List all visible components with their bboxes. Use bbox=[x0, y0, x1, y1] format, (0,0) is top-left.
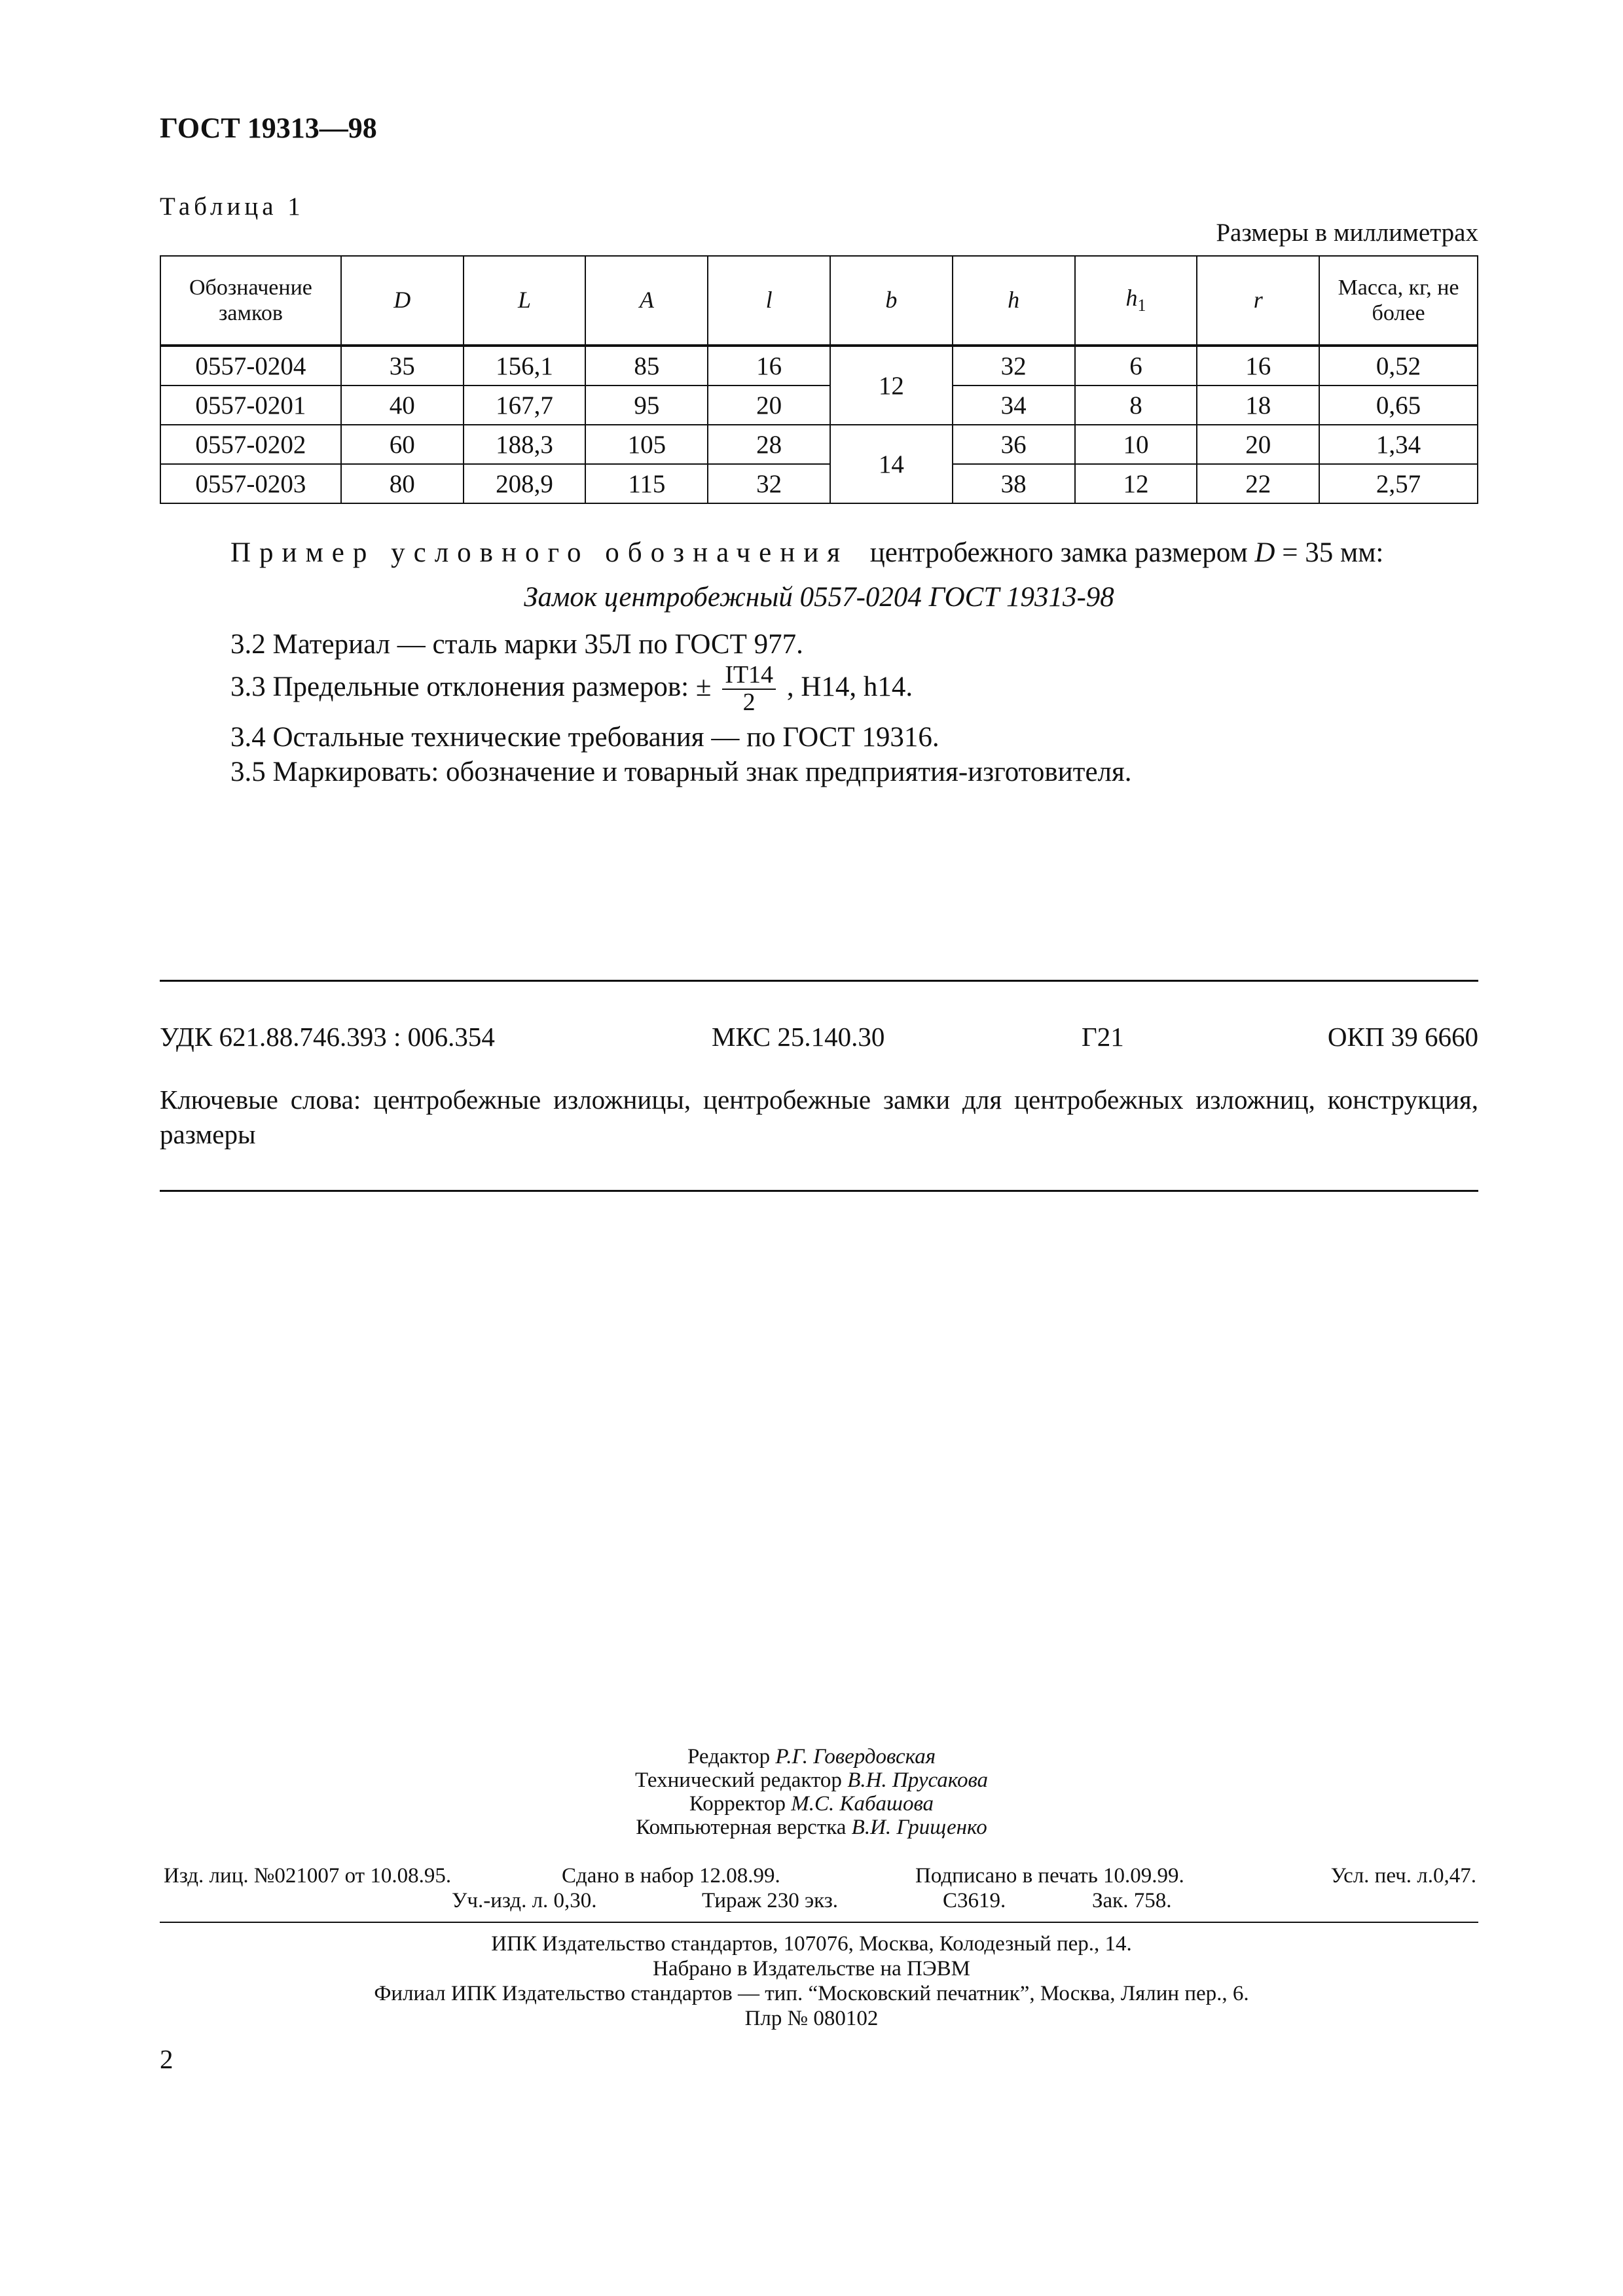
staff-corrector bbox=[0, 1792, 1623, 1816]
designation-example bbox=[230, 537, 1383, 569]
mks-code: МКС 25.140.30 bbox=[712, 1022, 885, 1052]
cell-designation: 0557-0203 bbox=[160, 464, 341, 503]
divider-bottom bbox=[160, 1190, 1478, 1192]
corrector-name: М.С. Кабашова bbox=[791, 1792, 934, 1816]
cell-h: 32 bbox=[953, 346, 1075, 386]
cell-D: 40 bbox=[341, 386, 464, 425]
staff-editor bbox=[0, 1745, 1623, 1769]
imprint-sent: Сдано в набор 12.08.99. bbox=[562, 1864, 780, 1888]
table-header-row bbox=[160, 256, 1478, 346]
cell-h: 38 bbox=[953, 464, 1075, 503]
cell-b-group: 14 bbox=[830, 425, 953, 503]
cell-L: 156,1 bbox=[464, 346, 586, 386]
cell-h: 34 bbox=[953, 386, 1075, 425]
cell-r: 18 bbox=[1197, 386, 1319, 425]
cell-A: 95 bbox=[585, 386, 708, 425]
dimensions-table bbox=[160, 255, 1478, 504]
cell-h1: 8 bbox=[1075, 386, 1197, 425]
group-code: Г21 bbox=[1082, 1022, 1124, 1052]
h1-subscript: 1 bbox=[1137, 296, 1146, 315]
table-row bbox=[160, 464, 1478, 503]
imprint-divider bbox=[160, 1922, 1478, 1923]
example-designation: Замок центробежный 0557-0204 ГОСТ 19313-98 bbox=[524, 582, 1114, 613]
col-header-L: L bbox=[464, 256, 586, 346]
col-header-l: l bbox=[708, 256, 830, 346]
table-row bbox=[160, 346, 1478, 386]
editor-name: Р.Г. Говердовская bbox=[775, 1745, 936, 1768]
cell-l: 20 bbox=[708, 386, 830, 425]
example-text-before: центробежного замка размером bbox=[869, 537, 1248, 568]
footer-line: Плр № 080102 bbox=[744, 2007, 879, 2030]
cell-mass: 0,65 bbox=[1319, 386, 1478, 425]
cell-r: 22 bbox=[1197, 464, 1319, 503]
staff-layout bbox=[0, 1816, 1623, 1840]
cell-designation: 0557-0204 bbox=[160, 346, 341, 386]
cell-L: 208,9 bbox=[464, 464, 586, 503]
col-header-D: D bbox=[341, 256, 464, 346]
clause-3-4: 3.4 Остальные технические требования — по ГОСТ 19316. bbox=[230, 722, 939, 753]
cell-h1: 10 bbox=[1075, 425, 1197, 464]
col-header-h: h bbox=[953, 256, 1075, 346]
clause-3-3-prefix: 3.3 Предельные отклонения размеров: ± bbox=[230, 671, 712, 702]
layout-name: В.И. Грищенко bbox=[851, 1816, 987, 1839]
cell-designation: 0557-0202 bbox=[160, 425, 341, 464]
divider-top bbox=[160, 980, 1478, 982]
cell-h1: 6 bbox=[1075, 346, 1197, 386]
col-header-r: r bbox=[1197, 256, 1319, 346]
table-units-note: Размеры в миллиметрах bbox=[1216, 219, 1478, 247]
imprint-order: Зак. 758. bbox=[1092, 1889, 1172, 1912]
table-label: Таблица 1 bbox=[160, 192, 304, 221]
tech-editor-name: В.Н. Прусакова bbox=[847, 1768, 989, 1792]
clause-3-3 bbox=[230, 662, 913, 716]
imprint-license: Изд. лиц. №021007 от 10.08.95. bbox=[164, 1864, 452, 1888]
udk-code: УДК 621.88.746.393 : 006.354 bbox=[160, 1022, 495, 1052]
cell-D: 35 bbox=[341, 346, 464, 386]
cell-r: 16 bbox=[1197, 346, 1319, 386]
cell-mass: 0,52 bbox=[1319, 346, 1478, 386]
page-number: 2 bbox=[160, 2044, 173, 2074]
footer-line: ИПК Издательство стандартов, 107076, Москва, Колодезный пер., 14. bbox=[491, 1932, 1132, 1956]
example-lead: Пример условного обозначения bbox=[230, 537, 849, 568]
cell-b-group: 12 bbox=[830, 346, 953, 425]
example-symbol: D bbox=[1254, 537, 1275, 568]
imprint-print-sheets: Усл. печ. л.0,47. bbox=[1330, 1864, 1476, 1888]
imprint-pub-sheets: Уч.-изд. л. 0,30. bbox=[452, 1889, 597, 1912]
cell-l: 16 bbox=[708, 346, 830, 386]
tech-editor-role: Технический редактор bbox=[634, 1768, 842, 1792]
col-header-mass: Масса, кг, не более bbox=[1319, 256, 1478, 346]
okp-code: ОКП 39 6660 bbox=[1327, 1022, 1478, 1052]
cell-h: 36 bbox=[953, 425, 1075, 464]
clause-3-2: 3.2 Материал — сталь марки 35Л по ГОСТ 977. bbox=[230, 629, 803, 660]
imprint-code: С3619. bbox=[943, 1889, 1006, 1912]
cell-l: 32 bbox=[708, 464, 830, 503]
standard-header: ГОСТ 19313—98 bbox=[160, 112, 377, 144]
fraction-numerator: IT14 bbox=[722, 662, 776, 690]
editor-role: Редактор bbox=[687, 1745, 771, 1768]
cell-l: 28 bbox=[708, 425, 830, 464]
cell-L: 188,3 bbox=[464, 425, 586, 464]
cell-A: 85 bbox=[585, 346, 708, 386]
cell-A: 115 bbox=[585, 464, 708, 503]
keywords: Ключевые слова: центробежные изложницы, центробежные замки для центробежных изложниц, конструкция, размеры bbox=[160, 1085, 1478, 1150]
cell-mass: 2,57 bbox=[1319, 464, 1478, 503]
imprint-signed: Подписано в печать 10.09.99. bbox=[915, 1864, 1184, 1888]
col-header-A: A bbox=[585, 256, 708, 346]
fraction-denominator: 2 bbox=[742, 688, 756, 716]
footer-line: Филиал ИПК Издательство стандартов — тип. “Московский печатник”, Москва, Лялин пер., 6. bbox=[374, 1982, 1249, 2005]
cell-D: 80 bbox=[341, 464, 464, 503]
table-row bbox=[160, 386, 1478, 425]
cell-r: 20 bbox=[1197, 425, 1319, 464]
cell-mass: 1,34 bbox=[1319, 425, 1478, 464]
cell-L: 167,7 bbox=[464, 386, 586, 425]
cell-h1: 12 bbox=[1075, 464, 1197, 503]
example-text-after: = 35 мм: bbox=[1282, 537, 1384, 568]
col-header-h1 bbox=[1075, 256, 1197, 346]
table-row bbox=[160, 425, 1478, 464]
corrector-role: Корректор bbox=[689, 1792, 786, 1816]
cell-designation: 0557-0201 bbox=[160, 386, 341, 425]
tolerance-fraction bbox=[722, 662, 776, 716]
imprint-run: Тираж 230 экз. bbox=[702, 1889, 838, 1912]
h1-base: h bbox=[1125, 285, 1138, 312]
footer-line: Набрано в Издательстве на ПЭВМ bbox=[653, 1957, 970, 1981]
staff-tech-editor bbox=[0, 1768, 1623, 1793]
cell-A: 105 bbox=[585, 425, 708, 464]
col-header-designation: Обозначение замков bbox=[160, 256, 341, 346]
clause-3-5: 3.5 Маркировать: обозначение и товарный знак предприятия-изготовителя. bbox=[230, 757, 1132, 787]
col-header-b: b bbox=[830, 256, 953, 346]
layout-role: Компьютерная верстка bbox=[636, 1816, 847, 1839]
clause-3-3-suffix: , H14, h14. bbox=[786, 671, 913, 702]
cell-D: 60 bbox=[341, 425, 464, 464]
